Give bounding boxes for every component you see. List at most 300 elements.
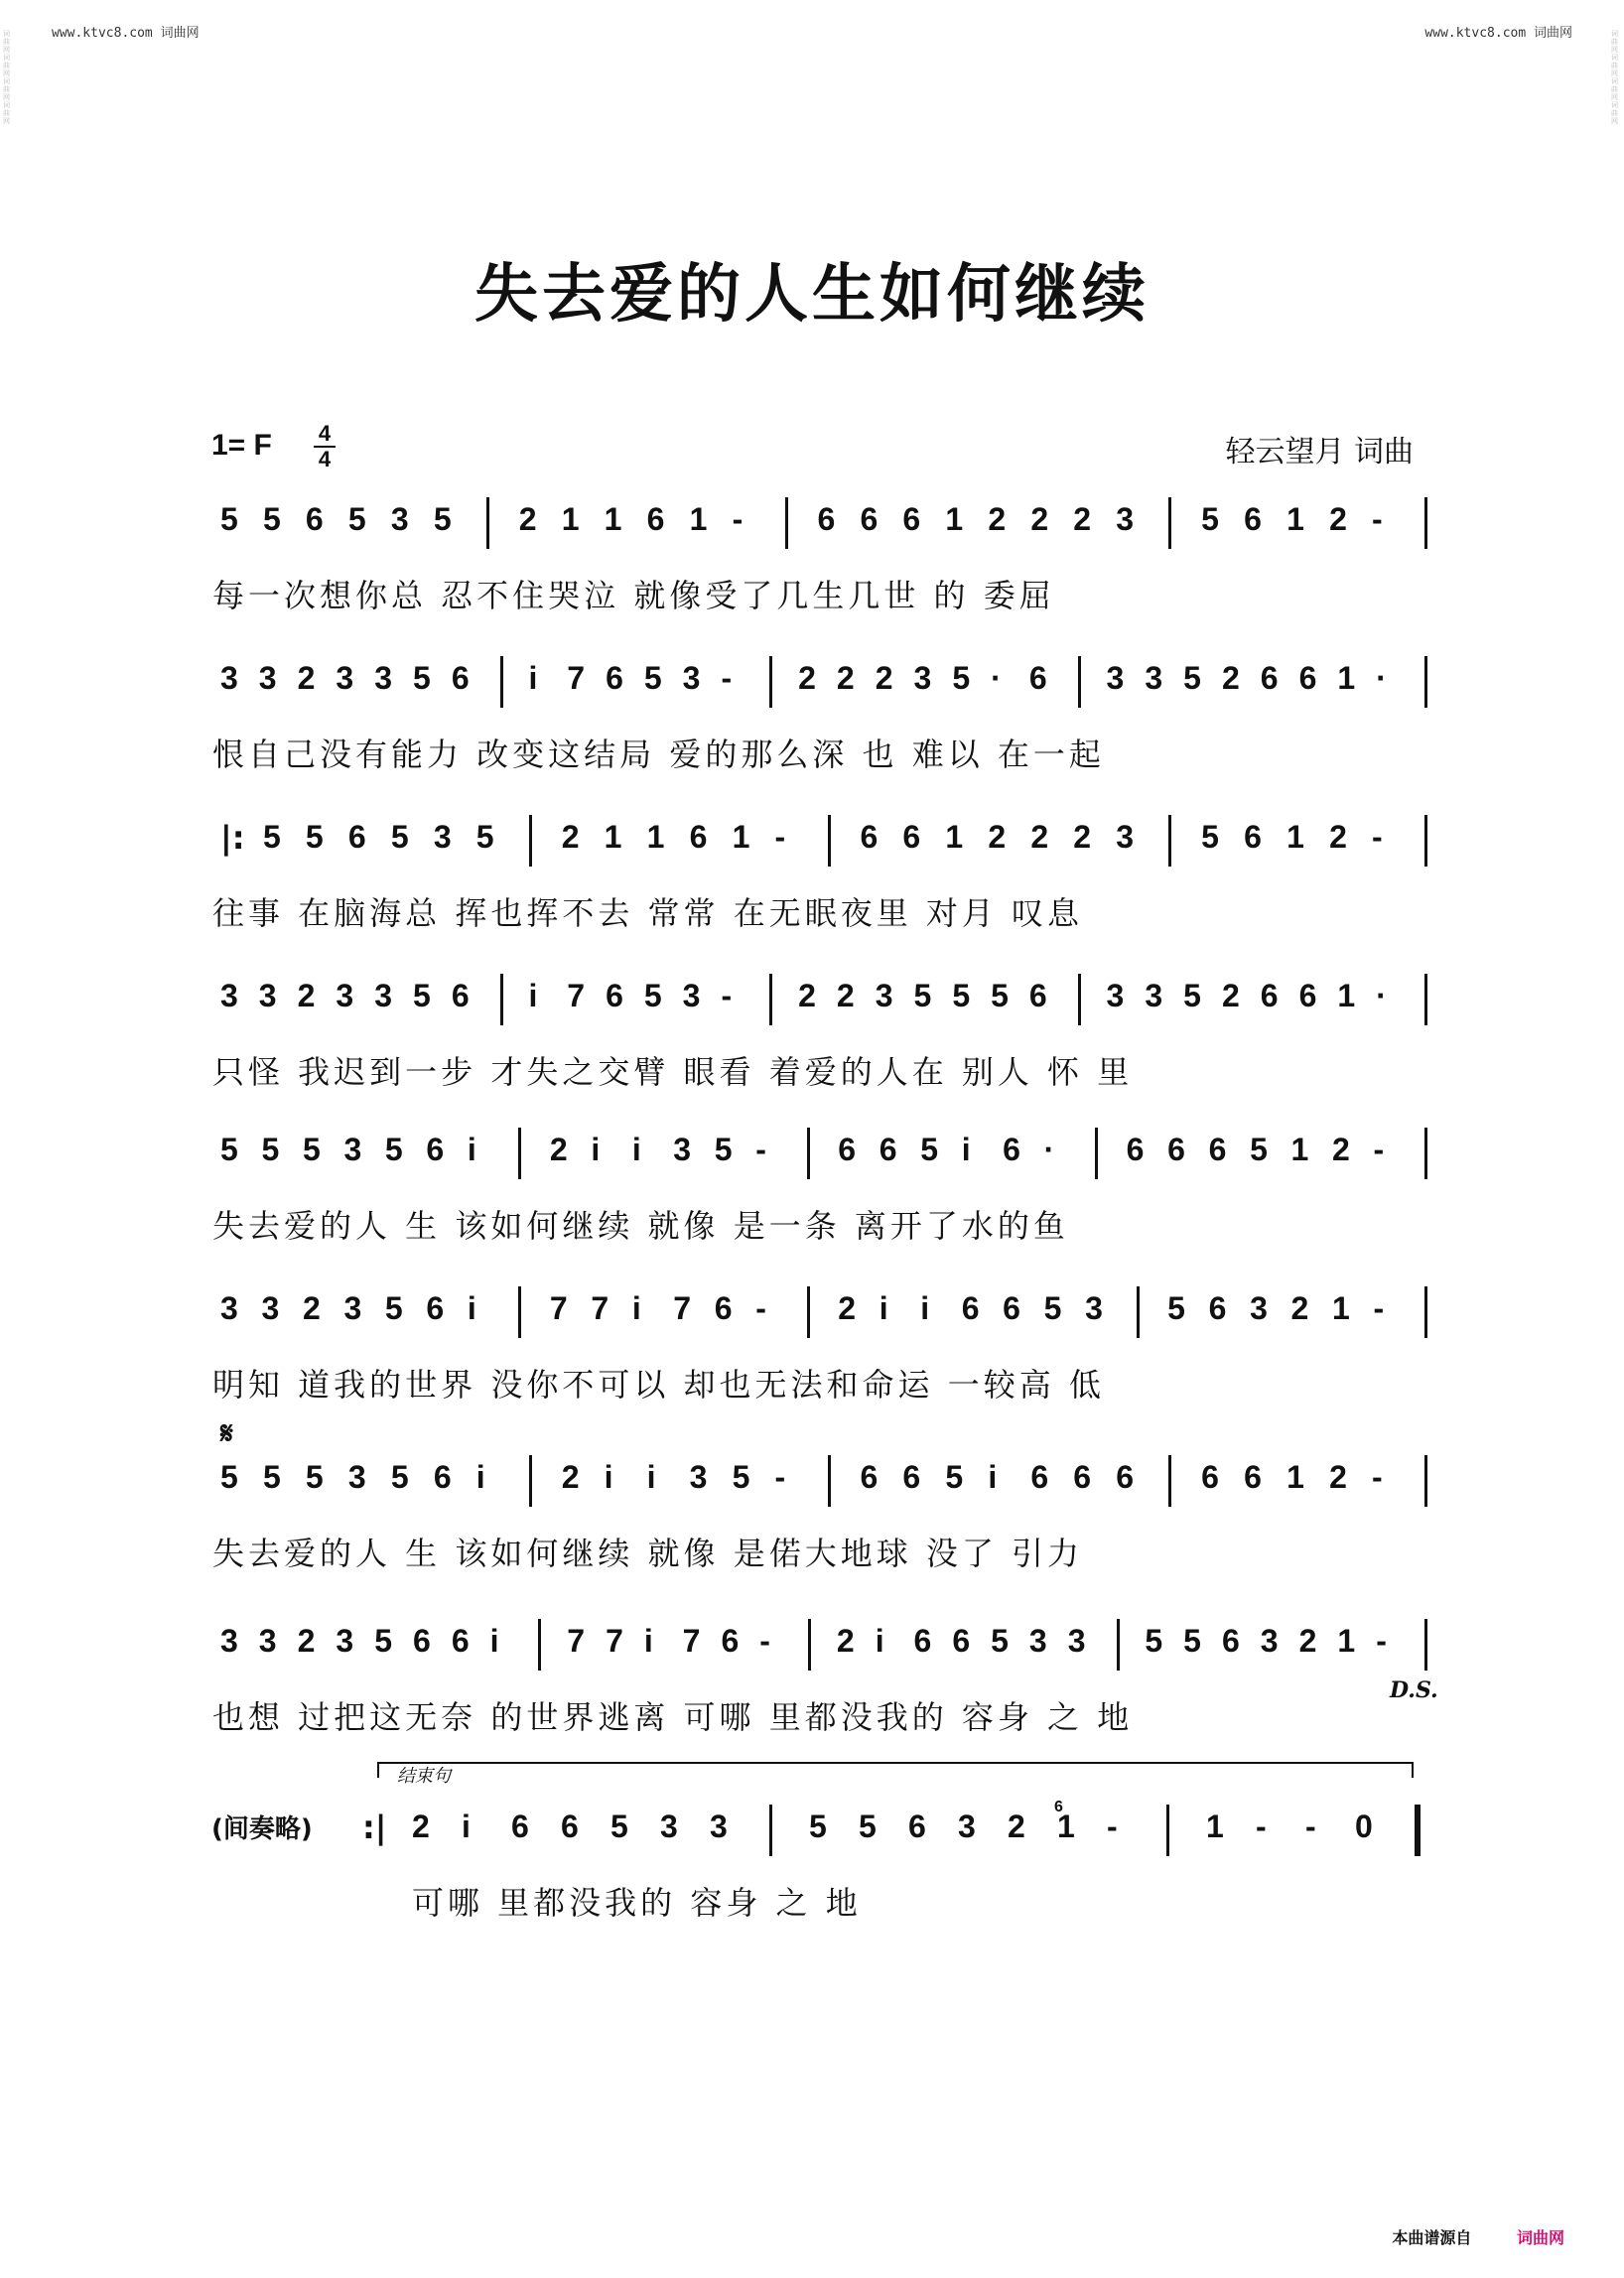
system-7 bbox=[0, 1623, 1624, 1762]
barline bbox=[808, 1619, 811, 1671]
system-lyrics: 恨自己没有能力 改变这结局 爱的那么深 也 难以 在一起 bbox=[212, 736, 1105, 773]
note: 5 bbox=[433, 501, 452, 537]
header-right-url: www.ktvc8.com 词曲网 bbox=[1424, 26, 1572, 41]
note: · bbox=[1376, 978, 1387, 1013]
header-left-url: www.ktvc8.com 词曲网 bbox=[52, 26, 200, 41]
note: 3 bbox=[1145, 978, 1163, 1013]
barline bbox=[1095, 1128, 1098, 1179]
note: 5 bbox=[952, 978, 971, 1013]
note: 3 bbox=[347, 1459, 366, 1495]
note: 6 bbox=[902, 819, 921, 855]
barline bbox=[518, 1286, 521, 1338]
system-notes bbox=[0, 660, 1624, 720]
note: 3 bbox=[1106, 978, 1125, 1013]
note: 6 bbox=[451, 1623, 470, 1659]
note: 5 bbox=[261, 1132, 280, 1167]
note: 3 bbox=[710, 1809, 728, 1844]
note: 5 bbox=[1250, 1132, 1268, 1167]
note: 6 bbox=[902, 501, 921, 537]
note: 2 bbox=[988, 819, 1007, 855]
note: 1 bbox=[1337, 660, 1356, 696]
barline bbox=[1168, 815, 1171, 867]
note: - bbox=[755, 1132, 766, 1167]
barline bbox=[1415, 1805, 1421, 1856]
barline bbox=[1168, 497, 1171, 549]
note: 1 bbox=[689, 501, 708, 537]
side-watermark-right: 词曲网词曲网词曲网词曲网 bbox=[1611, 30, 1618, 125]
note: i bbox=[643, 1623, 653, 1659]
system-notes bbox=[0, 1623, 1624, 1682]
note: 2 bbox=[1030, 501, 1049, 537]
note: - bbox=[1256, 1809, 1267, 1844]
note: 3 bbox=[958, 1809, 976, 1844]
ending-bracket bbox=[377, 1762, 1414, 1778]
note: 6 bbox=[426, 1132, 445, 1167]
note: 1 bbox=[1286, 1459, 1304, 1495]
note: 1 bbox=[1290, 1132, 1309, 1167]
note: 5 bbox=[384, 1290, 403, 1326]
note: 3 bbox=[220, 1623, 238, 1659]
system-notes bbox=[0, 501, 1624, 561]
note: 6 bbox=[1298, 978, 1317, 1013]
note: 3 bbox=[1145, 660, 1163, 696]
note: 5 bbox=[714, 1132, 733, 1167]
note: 1 bbox=[1286, 501, 1304, 537]
note: 3 bbox=[258, 1623, 277, 1659]
footer-source: 本曲谱源自 bbox=[1392, 2228, 1472, 2247]
barline bbox=[529, 1455, 532, 1507]
note: i bbox=[604, 1459, 613, 1495]
note: 2 bbox=[1329, 819, 1347, 855]
note: - bbox=[732, 501, 744, 537]
note: 3 bbox=[220, 978, 238, 1013]
note: 5 bbox=[643, 978, 662, 1013]
note: 1 bbox=[604, 819, 622, 855]
note: i bbox=[489, 1623, 499, 1659]
note: 6 bbox=[721, 1623, 740, 1659]
note: 3 bbox=[258, 660, 277, 696]
system-lyrics: 明知 道我的世界 没你不可以 却也无法和命运 一较高 低 bbox=[212, 1366, 1105, 1404]
ending-label: 结束句 bbox=[397, 1766, 451, 1787]
note: 7 bbox=[673, 1290, 692, 1326]
note: i bbox=[467, 1290, 476, 1326]
note: 3 bbox=[682, 978, 701, 1013]
note: i bbox=[875, 1623, 884, 1659]
note: - bbox=[721, 978, 733, 1013]
system-0 bbox=[0, 501, 1624, 640]
note: 5 bbox=[1183, 978, 1201, 1013]
note: 2 bbox=[1329, 501, 1347, 537]
note: 3 bbox=[660, 1809, 678, 1844]
note: 5 bbox=[1201, 819, 1219, 855]
barline bbox=[1117, 1619, 1120, 1671]
note: 3 bbox=[1106, 660, 1125, 696]
note: - bbox=[1372, 819, 1383, 855]
note: 5 bbox=[1145, 1623, 1163, 1659]
note: 6 bbox=[1201, 1459, 1219, 1495]
note: 1 bbox=[1337, 978, 1356, 1013]
note: 6 bbox=[860, 1459, 879, 1495]
note: - bbox=[774, 819, 786, 855]
system-notes bbox=[0, 819, 1624, 878]
note: 3 bbox=[689, 1459, 708, 1495]
note: 3 bbox=[220, 1290, 238, 1326]
note: 6 bbox=[426, 1290, 445, 1326]
note: 2 bbox=[838, 1290, 857, 1326]
note: 6 bbox=[1244, 1459, 1262, 1495]
ds-mark: D.S. bbox=[1390, 1677, 1438, 1703]
note: 5 bbox=[475, 819, 494, 855]
barline bbox=[529, 815, 532, 867]
note: 5 bbox=[859, 1809, 877, 1844]
barline bbox=[1168, 1455, 1171, 1507]
note: 3 bbox=[336, 978, 354, 1013]
note: 2 bbox=[1008, 1809, 1025, 1844]
note: 7 bbox=[567, 660, 586, 696]
note: 2 bbox=[1332, 1132, 1350, 1167]
note: - bbox=[774, 1459, 786, 1495]
note: 5 bbox=[347, 501, 366, 537]
barline bbox=[769, 1805, 772, 1856]
note: 1 bbox=[1286, 819, 1304, 855]
note: i bbox=[631, 1132, 641, 1167]
note: · bbox=[1376, 660, 1387, 696]
note: 1 bbox=[945, 501, 964, 537]
barline bbox=[500, 974, 503, 1025]
note: 6 bbox=[1244, 819, 1262, 855]
system-lyrics: 失去爱的人 生 该如何继续 就像 是一条 离开了水的鱼 bbox=[212, 1207, 1069, 1245]
note: - bbox=[1373, 1290, 1385, 1326]
barline bbox=[807, 1286, 810, 1338]
barline bbox=[769, 974, 772, 1025]
note: 6 bbox=[451, 978, 470, 1013]
note: 1 bbox=[646, 819, 665, 855]
barline bbox=[807, 1128, 810, 1179]
note: i bbox=[646, 1459, 656, 1495]
system-1 bbox=[0, 660, 1624, 799]
note: 5 bbox=[991, 978, 1009, 1013]
note: 6 bbox=[1260, 978, 1279, 1013]
note: 5 bbox=[1183, 1623, 1201, 1659]
barline bbox=[828, 815, 831, 867]
note: i bbox=[631, 1290, 641, 1326]
note: 6 bbox=[347, 819, 366, 855]
note: 5 bbox=[262, 501, 281, 537]
note: 3 bbox=[1028, 1623, 1047, 1659]
note: 1 bbox=[1332, 1290, 1350, 1326]
note: 3 bbox=[1260, 1623, 1279, 1659]
song-title: 失去爱的人生如何继续 bbox=[474, 257, 1150, 332]
note: 2 bbox=[875, 660, 893, 696]
barline bbox=[1137, 1286, 1140, 1338]
note: 1 bbox=[1337, 1623, 1356, 1659]
note: 2 bbox=[1221, 660, 1240, 696]
note: 6 bbox=[511, 1809, 529, 1844]
note: 2 bbox=[798, 660, 816, 696]
note: 7 bbox=[549, 1290, 568, 1326]
note: 6 bbox=[860, 501, 879, 537]
note: 5 bbox=[305, 1459, 324, 1495]
key-signature: 1= F bbox=[211, 429, 272, 462]
note: 6 bbox=[561, 1809, 579, 1844]
note: 5 bbox=[1201, 501, 1219, 537]
note: 6 bbox=[606, 660, 623, 696]
note: 2 bbox=[297, 1623, 316, 1659]
note: 5 bbox=[920, 1132, 938, 1167]
note: 2 bbox=[561, 819, 580, 855]
note: - bbox=[1373, 1132, 1385, 1167]
note: 6 bbox=[1244, 501, 1262, 537]
note: i bbox=[528, 978, 538, 1013]
note: i bbox=[462, 1809, 471, 1844]
note: 2 bbox=[836, 978, 855, 1013]
note: i bbox=[475, 1459, 485, 1495]
system-notes bbox=[0, 1459, 1624, 1519]
note: 3 bbox=[220, 660, 238, 696]
note: 2 bbox=[1298, 1623, 1317, 1659]
system-lyrics: 也想 过把这无奈 的世界逃离 可哪 里都没我的 容身 之 地 bbox=[212, 1698, 1134, 1736]
note: 6 bbox=[1003, 1290, 1020, 1326]
note: 2 bbox=[549, 1132, 568, 1167]
author-credit: 轻云望月 词曲 bbox=[1225, 435, 1414, 469]
note: 5 bbox=[952, 660, 971, 696]
note: i bbox=[467, 1132, 476, 1167]
note: 7 bbox=[567, 1623, 586, 1659]
system-notes bbox=[0, 1290, 1624, 1350]
barline bbox=[828, 1455, 831, 1507]
note: 5 bbox=[610, 1809, 628, 1844]
note: 2 bbox=[1221, 978, 1240, 1013]
note: - bbox=[721, 660, 733, 696]
note: 7 bbox=[591, 1290, 609, 1326]
barline bbox=[486, 497, 489, 549]
note: 5 bbox=[220, 1132, 238, 1167]
note: 6 bbox=[1260, 660, 1279, 696]
note: 3 bbox=[261, 1290, 280, 1326]
note: - bbox=[759, 1623, 770, 1659]
note: i bbox=[988, 1459, 998, 1495]
note: 6 bbox=[838, 1132, 857, 1167]
barline bbox=[1078, 656, 1081, 708]
system-2 bbox=[0, 819, 1624, 958]
note: 6 bbox=[451, 660, 470, 696]
interlude-note: (间奏略) bbox=[211, 1814, 313, 1844]
note: 1 bbox=[945, 819, 964, 855]
barline bbox=[769, 656, 772, 708]
note: 3 bbox=[1085, 1290, 1103, 1326]
barline bbox=[1424, 1619, 1427, 1671]
note: 6 bbox=[1208, 1132, 1227, 1167]
note: 6 bbox=[1126, 1132, 1145, 1167]
note: 1 bbox=[604, 501, 622, 537]
note: 5 bbox=[1167, 1290, 1185, 1326]
note: 6 bbox=[1028, 660, 1047, 696]
note: - bbox=[755, 1290, 766, 1326]
note: 1 bbox=[561, 501, 580, 537]
note: · bbox=[1043, 1132, 1055, 1167]
barline bbox=[1424, 656, 1427, 708]
note: - bbox=[1372, 501, 1383, 537]
note: 3 bbox=[258, 978, 277, 1013]
note: 2 bbox=[836, 660, 855, 696]
note: 3 bbox=[682, 660, 701, 696]
note: 5 bbox=[220, 501, 238, 537]
note: 3 bbox=[374, 660, 393, 696]
note: 5 bbox=[809, 1809, 827, 1844]
note: 5 bbox=[413, 978, 431, 1013]
note: 7 bbox=[606, 1623, 623, 1659]
note: 3 bbox=[336, 660, 354, 696]
barline bbox=[1424, 497, 1427, 549]
footer-brand: 词曲网 bbox=[1516, 2228, 1564, 2247]
barline bbox=[1424, 1286, 1427, 1338]
note: 2 bbox=[297, 978, 316, 1013]
note: - bbox=[1107, 1809, 1118, 1844]
note: 5 bbox=[384, 1132, 403, 1167]
note: 3 bbox=[390, 501, 409, 537]
ending-row bbox=[0, 1799, 1624, 1947]
note: 3 bbox=[1067, 1623, 1086, 1659]
note: 6 bbox=[952, 1623, 971, 1659]
note: 1 bbox=[1206, 1809, 1224, 1844]
note: 6 bbox=[1028, 978, 1047, 1013]
note: 6 bbox=[606, 978, 623, 1013]
note: 1 bbox=[732, 819, 750, 855]
note: 5 bbox=[1043, 1290, 1062, 1326]
note: 3 bbox=[374, 978, 393, 1013]
note: |: bbox=[220, 819, 245, 857]
note: 2 bbox=[836, 1623, 855, 1659]
system-5 bbox=[0, 1290, 1624, 1429]
note: i bbox=[528, 660, 538, 696]
note: 2 bbox=[1329, 1459, 1347, 1495]
barline bbox=[500, 656, 503, 708]
footer bbox=[1392, 2225, 1564, 2248]
note: 1 bbox=[1057, 1809, 1075, 1844]
side-watermark-left: 词曲网词曲网词曲网词曲网 bbox=[3, 30, 10, 125]
barline bbox=[1166, 1805, 1169, 1856]
note: 6 bbox=[860, 819, 879, 855]
note: 6 bbox=[961, 1290, 980, 1326]
note: 5 bbox=[374, 1623, 393, 1659]
system-lyrics: 往事 在脑海总 挥也挥不去 常常 在无眠夜里 对月 叹息 bbox=[212, 894, 1084, 932]
note: 5 bbox=[945, 1459, 964, 1495]
grace-note: 6 bbox=[1054, 1799, 1063, 1815]
note: 2 bbox=[1290, 1290, 1309, 1326]
note: i bbox=[879, 1290, 888, 1326]
note: 2 bbox=[1030, 819, 1049, 855]
note: 6 bbox=[433, 1459, 452, 1495]
note: 6 bbox=[714, 1290, 733, 1326]
note: 6 bbox=[1030, 1459, 1049, 1495]
note: 3 bbox=[336, 1623, 354, 1659]
note: 3 bbox=[875, 978, 893, 1013]
system-notes bbox=[0, 978, 1624, 1037]
note: · bbox=[991, 660, 1002, 696]
note: - bbox=[1372, 1459, 1383, 1495]
note: 6 bbox=[646, 501, 665, 537]
note: 3 bbox=[913, 660, 932, 696]
time-signature-bottom: 4 bbox=[318, 447, 332, 471]
system-notes bbox=[0, 1132, 1624, 1191]
note: :| bbox=[362, 1809, 387, 1846]
time-signature-top: 4 bbox=[318, 421, 332, 446]
note: i bbox=[920, 1290, 930, 1326]
barline bbox=[785, 497, 788, 549]
note: 5 bbox=[220, 1459, 238, 1495]
note: 6 bbox=[413, 1623, 431, 1659]
note: 5 bbox=[262, 1459, 281, 1495]
note: 2 bbox=[518, 501, 537, 537]
note: 6 bbox=[1116, 1459, 1135, 1495]
note: - bbox=[1376, 1623, 1387, 1659]
note: 5 bbox=[413, 660, 431, 696]
note: 6 bbox=[913, 1623, 932, 1659]
note: 2 bbox=[1073, 501, 1092, 537]
note: 2 bbox=[302, 1290, 321, 1326]
system-6 bbox=[0, 1459, 1624, 1598]
note: 3 bbox=[343, 1290, 362, 1326]
note: 2 bbox=[798, 978, 816, 1013]
note: 5 bbox=[913, 978, 932, 1013]
note: 5 bbox=[991, 1623, 1009, 1659]
note: 3 bbox=[433, 819, 452, 855]
note: 3 bbox=[1250, 1290, 1268, 1326]
note: 2 bbox=[561, 1459, 580, 1495]
note: 5 bbox=[262, 819, 281, 855]
barline bbox=[518, 1128, 521, 1179]
ending-lyrics: 可哪 里都没我的 容身 之 地 bbox=[412, 1884, 862, 1922]
note: 5 bbox=[390, 1459, 409, 1495]
note: - bbox=[1305, 1809, 1316, 1844]
note: 3 bbox=[673, 1132, 692, 1167]
barline bbox=[1424, 974, 1427, 1025]
note: 6 bbox=[1208, 1290, 1227, 1326]
note: 2 bbox=[412, 1809, 430, 1844]
barline bbox=[538, 1619, 541, 1671]
note: 6 bbox=[817, 501, 836, 537]
time-signature bbox=[314, 423, 336, 470]
note: 6 bbox=[1073, 1459, 1092, 1495]
system-lyrics: 只怪 我迟到一步 才失之交臂 眼看 着爱的人在 别人 怀 里 bbox=[212, 1053, 1134, 1091]
note: 6 bbox=[1003, 1132, 1020, 1167]
note: 6 bbox=[1221, 1623, 1240, 1659]
note: 5 bbox=[1183, 660, 1201, 696]
note: 6 bbox=[908, 1809, 926, 1844]
note: 6 bbox=[1167, 1132, 1185, 1167]
barline bbox=[1078, 974, 1081, 1025]
note: 2 bbox=[297, 660, 316, 696]
system-4 bbox=[0, 1132, 1624, 1271]
note: 6 bbox=[305, 501, 324, 537]
note: 6 bbox=[902, 1459, 921, 1495]
note: 3 bbox=[343, 1132, 362, 1167]
note: 0 bbox=[1355, 1809, 1373, 1844]
segno-sign: 𝄋 bbox=[220, 1416, 233, 1451]
note: 3 bbox=[1116, 819, 1135, 855]
system-lyrics: 每一次想你总 忍不住哭泣 就像受了几生几世 的 委屈 bbox=[212, 577, 1055, 614]
barline bbox=[1424, 1128, 1427, 1179]
note: 5 bbox=[643, 660, 662, 696]
note: 2 bbox=[1073, 819, 1092, 855]
note: 5 bbox=[302, 1132, 321, 1167]
barline bbox=[1424, 815, 1427, 867]
system-3 bbox=[0, 978, 1624, 1117]
barline bbox=[1424, 1455, 1427, 1507]
note: i bbox=[591, 1132, 601, 1167]
note: 6 bbox=[689, 819, 708, 855]
note: 2 bbox=[988, 501, 1007, 537]
